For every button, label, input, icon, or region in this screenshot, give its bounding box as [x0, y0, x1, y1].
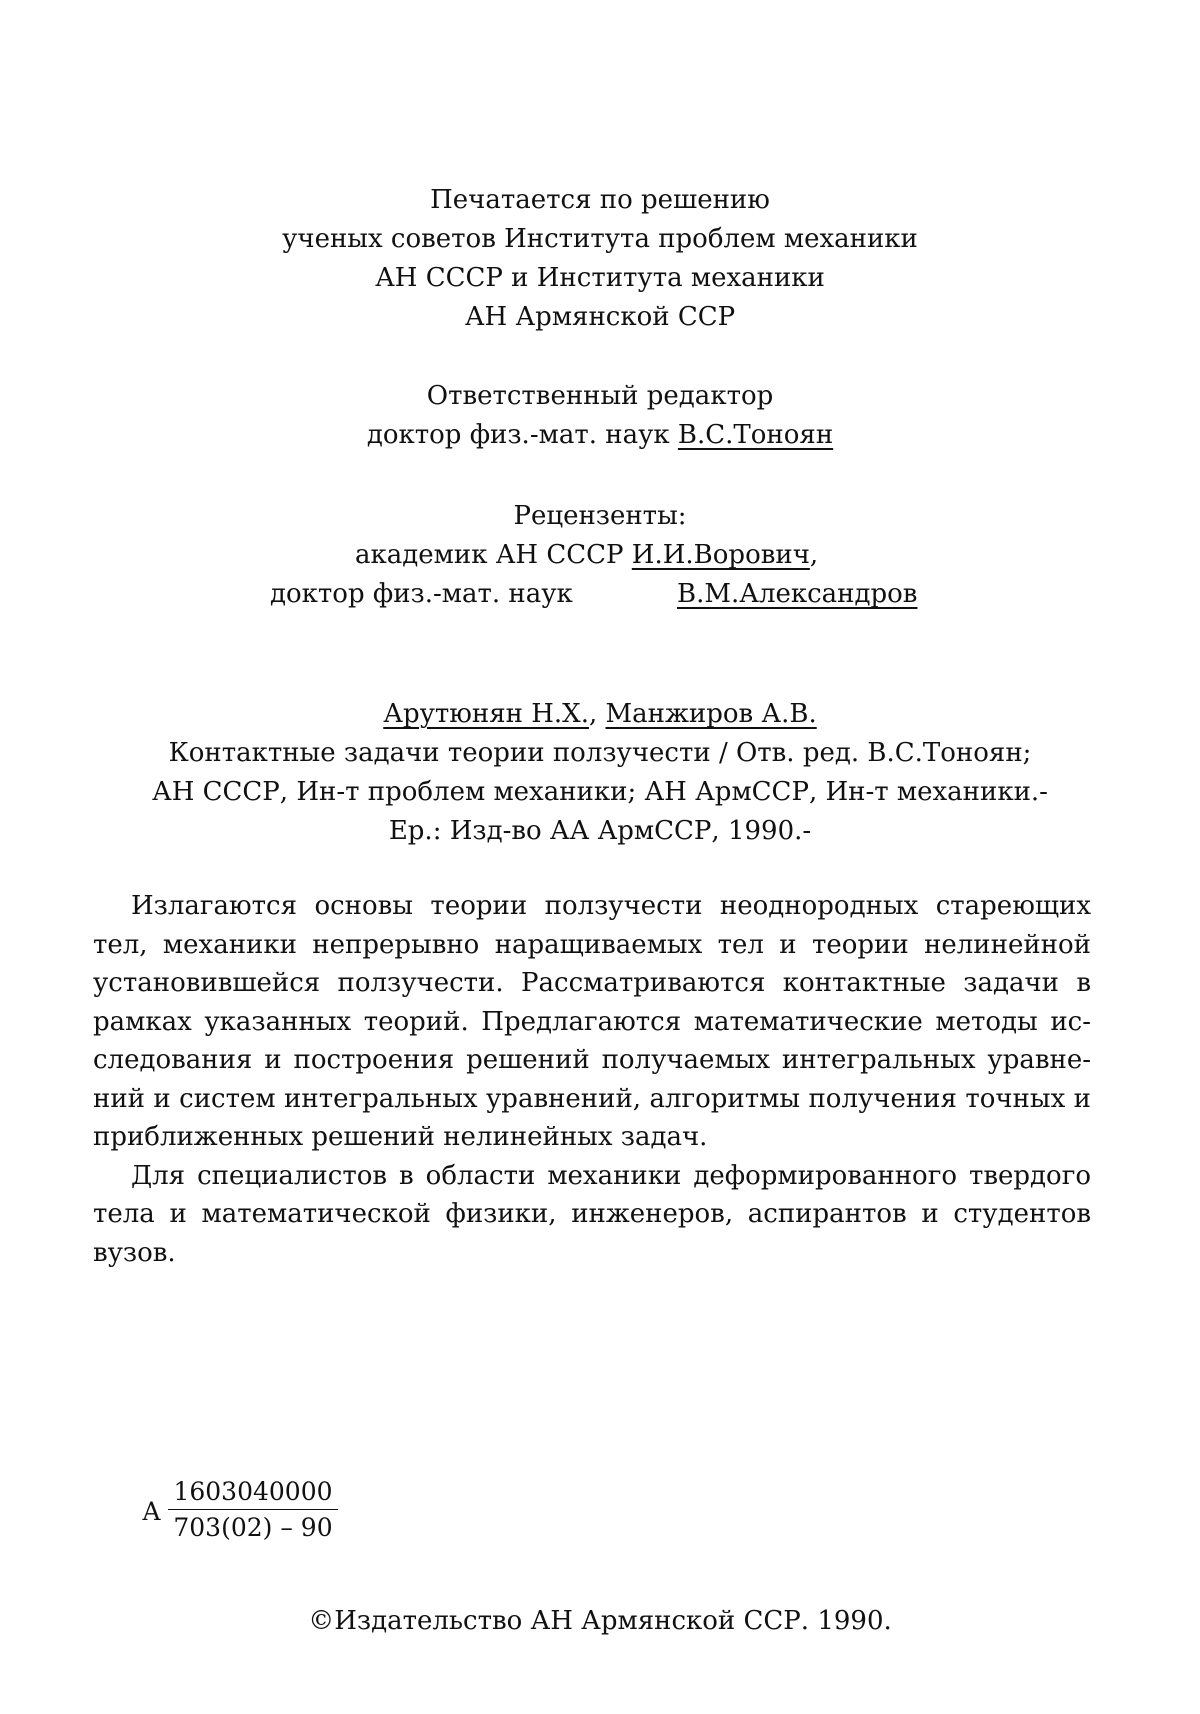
classification-code-letter: А — [142, 1497, 161, 1526]
citation-publisher-line: АН СССР, Ин-т проблем механики; АН АрмССР, Ин-т механики.- — [152, 777, 1048, 807]
classification-code-numerator: 1603040000 — [168, 1475, 338, 1510]
editor-degree: доктор физ.-мат. наук — [366, 420, 670, 450]
citation-place-year-line: Ер.: Изд-во АА АрмССР, 1990.- — [388, 816, 812, 846]
reviewer-1-name: И.И.Ворович — [631, 540, 810, 570]
abstract — [93, 887, 1091, 1272]
abstract-paragraph-2: Для специалистов в области механики деформированного твердого тела и математической физики, инженеров, аспирантов и студентов вузов. — [93, 1160, 1091, 1268]
citation-authors — [0, 697, 1200, 731]
reviewers-title: Рецензенты: — [513, 501, 687, 531]
citation-author-1: Арутюнян Н.Х. — [383, 699, 589, 729]
editor-name: В.С.Тоноян — [677, 420, 834, 450]
classification-code-denominator: 703(02) – 90 — [173, 1513, 333, 1542]
citation-author-separator: , — [588, 699, 606, 729]
reviewer-1-rank: академик АН СССР — [355, 540, 624, 570]
editor-title: Ответственный редактор — [426, 381, 774, 411]
approval-line-3: АН СССР и Института механики — [375, 263, 825, 293]
approval-line-1: Печатается по решению — [430, 185, 770, 215]
citation-title-line: Контактные задачи теории ползучести / Отв. ред. В.С.Тоноян; — [168, 738, 1032, 768]
editor-line — [0, 418, 1200, 452]
classification-code-fraction — [168, 1475, 338, 1546]
reviewer-1-comma: , — [809, 540, 819, 570]
reviewer-2-rank: доктор физ.-мат. наук — [270, 579, 573, 609]
abstract-paragraph-1: Излагаются основы теории ползучести неоднородных стареющих тел, механики непрерывно наращиваемых тел и теории нелинейной установившейся ползучести. Рассматриваются контактные задачи в рамках указанных теорий. Предлагаются математические методы исследования и построения решений получаемых интегральных уравнений и систем интегральных уравнений, алгоритмы получения точных и приближенных решений нелинейных задач. — [93, 891, 1091, 1152]
reviewer-2-name: В.М.Александров — [677, 579, 918, 609]
approval-line-2: ученых советов Института проблем механики — [282, 224, 918, 254]
approval-line-4: АН Армянской ССР — [464, 302, 736, 332]
reviewer-1-line — [355, 538, 818, 572]
copyright-line: ©Издательство АН Армянской ССР. 1990. — [308, 1606, 892, 1636]
citation-author-2: Манжиров А.В. — [605, 699, 817, 729]
